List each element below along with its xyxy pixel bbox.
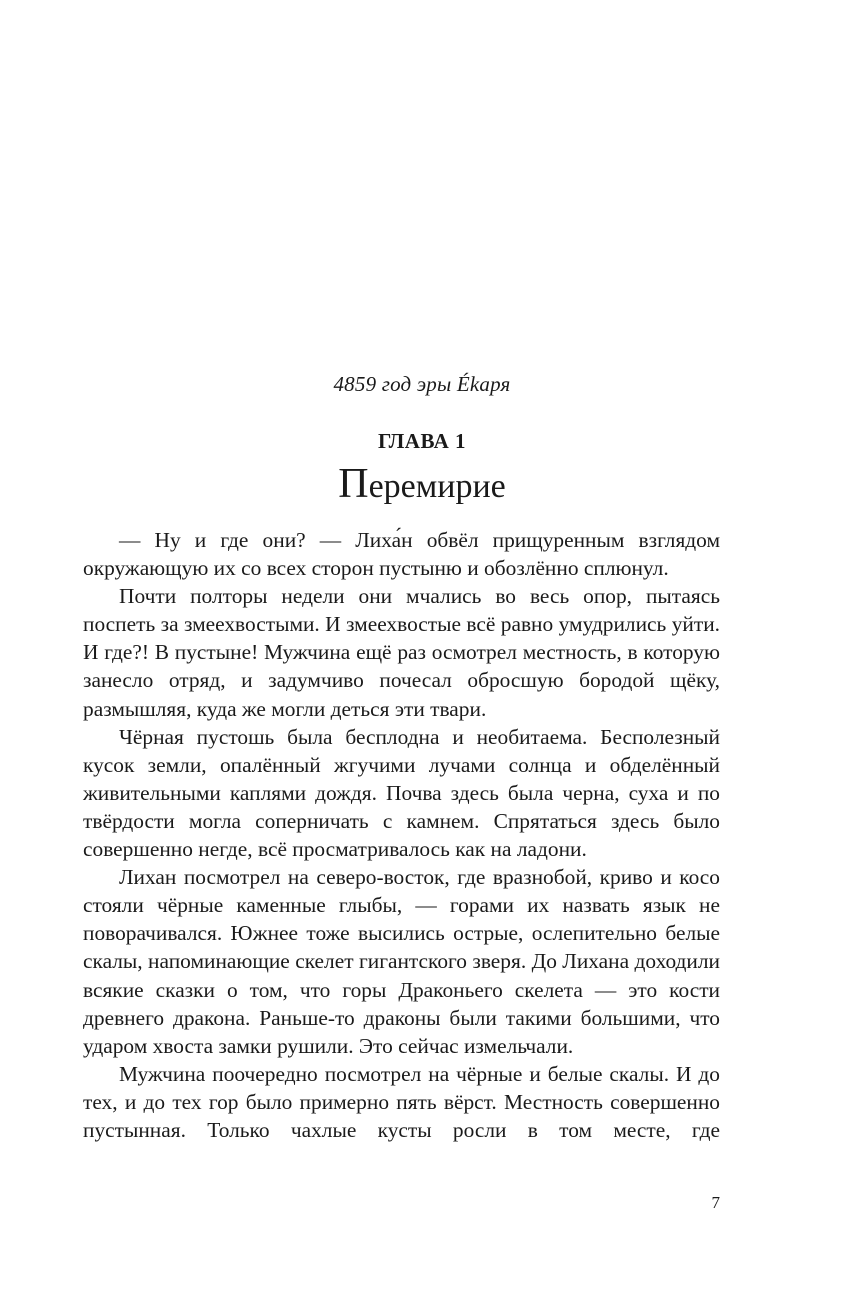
chapter-title-initial: П xyxy=(338,461,369,507)
paragraph-1: — Ну и где они? — Лиха́н обвёл прищуренным взглядом окружающую их со всех сторон пустыню и обозлённо сплюнул. xyxy=(83,528,720,581)
paragraph-4: Лихан посмотрел на северо-восток, где вразнобой, криво и косо стояли чёрные каменные глыбы, — горами их назвать язык не поворачивался. Южнее тоже высились острые, ослепительно белые скалы, напоминающие скелет гигантского зверя. До Лихана доходили всякие сказки о том, что горы Драконьего скелета — это кости древнего дракона. Раньше-то драконы были такими большими, что ударом хвоста замки рушили. Это сейчас измельчали. xyxy=(83,865,720,1058)
body-text xyxy=(83,526,720,1144)
paragraph-5: Мужчина поочередно посмотрел на чёрные и белые скалы. И до тех, и до тех гор было примерно пять вёрст. Местность совершенно пустынная. Только чахлые кусты росли в том месте, где xyxy=(83,1061,720,1142)
page-number: 7 xyxy=(711,1193,720,1212)
chapter-label: ГЛАВА 1 xyxy=(377,429,467,453)
paragraph-3: Чёрная пустошь была бесплодна и необитаема. Бесполезный кусок земли, опалённый жгучими лучами солнца и обделённый живительными каплями дождя. Почва здесь была черна, суха и по твёрдости могла соперничать с камнем. Спрятаться здесь было совершенно негде, всё просматривалось как на ладони. xyxy=(83,724,720,862)
chapter-title xyxy=(0,454,844,517)
chapter-title-rest: еремирие xyxy=(368,468,506,505)
paragraph-2: Почти полторы недели они мчались во весь опор, пытаясь поспеть за змеехвостыми. И змеехвостые всё равно умудрились уйти. И где?! В пустыне! Мужчина ещё раз осмотрел местность, в которую занесло отряд, и задумчиво почесал обросшую бородой щёку, размышляя, куда же могли деться эти твари. xyxy=(83,584,720,721)
epigraph: 4859 год эры Ékаря xyxy=(333,372,511,396)
